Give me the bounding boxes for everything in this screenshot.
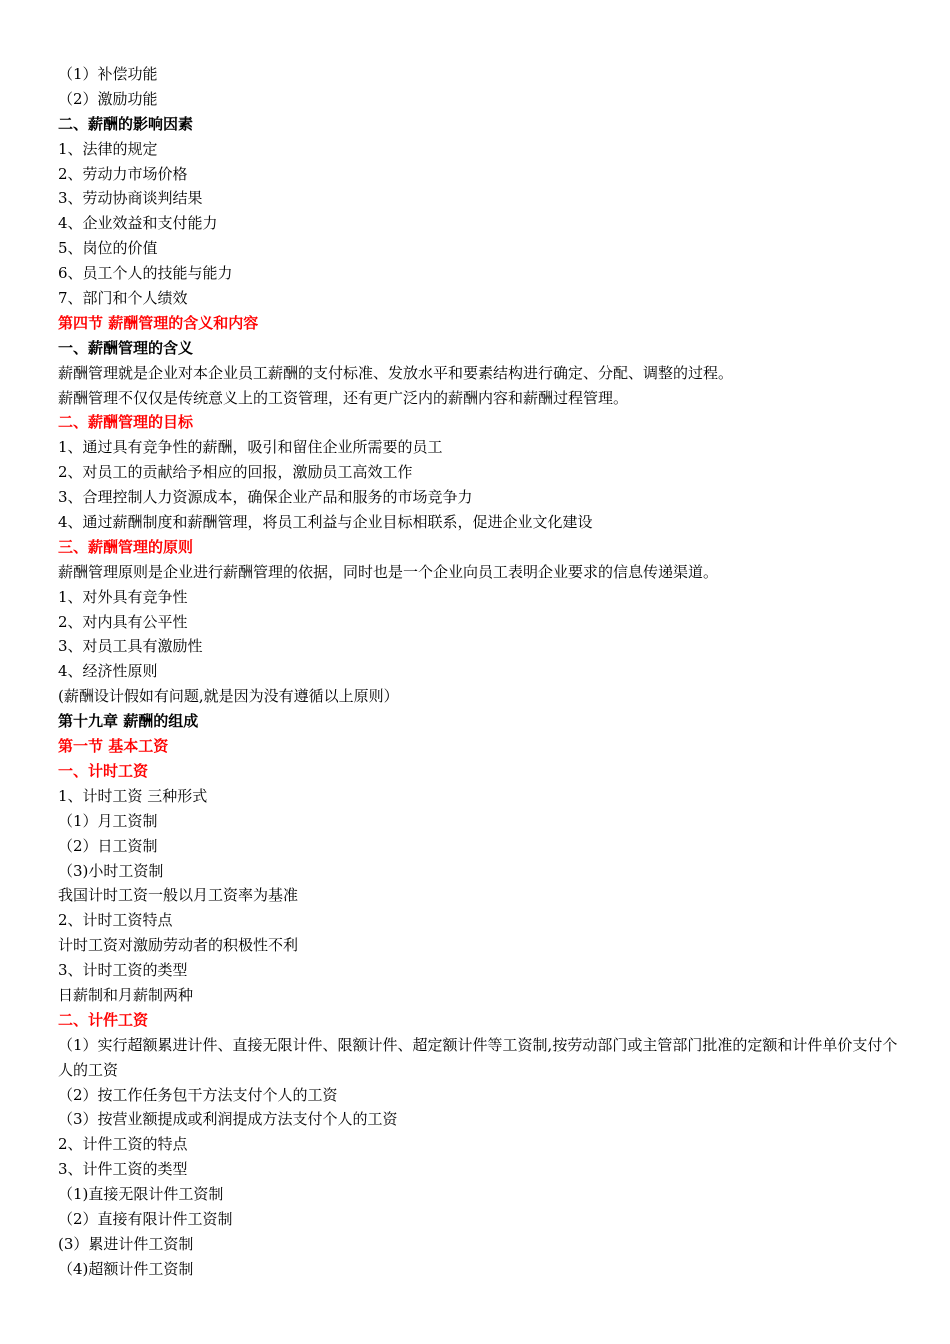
list-item: 3、合理控制人力资源成本，确保企业产品和服务的市场竞争力	[58, 488, 473, 507]
list-item: （3）按营业额提成或利润提成方法支付个人的工资	[58, 1110, 398, 1129]
list-item: （3)小时工资制	[58, 861, 164, 880]
list-item: 3、劳动协商谈判结果	[58, 189, 203, 208]
section-heading: 二、薪酬的影响因素	[58, 114, 194, 133]
list-item: （1)直接无限计件工资制	[58, 1185, 224, 1204]
list-item: (3）累进计件工资制	[58, 1234, 194, 1253]
list-item: （2）按工作任务包干方法支付个人的工资	[58, 1085, 338, 1104]
section-heading: 一、计时工资	[58, 761, 149, 780]
chapter-section-heading: 第四节 薪酬管理的含义和内容	[58, 313, 259, 332]
list-item: 3、计件工资的类型	[58, 1160, 188, 1179]
text-line: （2）激励功能	[58, 89, 158, 108]
paragraph: 薪酬管理就是企业对本企业员工薪酬的支付标准、发放水平和要素结构进行确定、分配、调整的过程。	[58, 363, 734, 382]
list-item: 3、计时工资的类型	[58, 961, 188, 980]
list-item: （1）月工资制	[58, 811, 158, 830]
document-page	[58, 62, 908, 1282]
text-line: （1）补偿功能	[58, 65, 158, 83]
list-item: 2、计件工资的特点	[58, 1135, 188, 1154]
note-text: (薪酬设计假如有问题,就是因为没有遵循以上原则）	[58, 687, 399, 706]
section-heading: 三、薪酬管理的原则	[58, 537, 194, 556]
section-heading: 一、薪酬管理的含义	[58, 338, 194, 357]
paragraph: （1）实行超额累进计件、直接无限计件、限额计件、超定额计件等工资制,按劳动部门或主管部门批准的定额和计件单价支付个人的工资	[58, 1035, 898, 1079]
list-item: 4、企业效益和支付能力	[58, 214, 218, 233]
list-item: 5、岗位的价值	[58, 239, 158, 258]
list-item: 4、经济性原则	[58, 662, 158, 681]
paragraph: 日薪制和月薪制两种	[58, 985, 194, 1004]
paragraph: 我国计时工资一般以月工资率为基准	[58, 886, 299, 905]
list-item: 7、部门和个人绩效	[58, 289, 188, 308]
paragraph: 薪酬管理原则是企业进行薪酬管理的依据，同时也是一个企业向员工表明企业要求的信息传递渠道。	[58, 562, 719, 581]
list-item: 4、通过薪酬制度和薪酬管理，将员工利益与企业目标相联系，促进企业文化建设	[58, 513, 593, 532]
list-item: 2、计时工资特点	[58, 911, 173, 930]
section-heading: 二、计件工资	[58, 1010, 149, 1029]
list-item: 1、法律的规定	[58, 139, 158, 158]
list-item: 2、对员工的贡献给予相应的回报，激励员工高效工作	[58, 463, 413, 482]
section-heading: 二、薪酬管理的目标	[58, 413, 194, 432]
paragraph: 薪酬管理不仅仅是传统意义上的工资管理，还有更广泛内的薪酬内容和薪酬过程管理。	[58, 388, 629, 407]
list-item: （4)超额计件工资制	[58, 1259, 194, 1278]
list-item: 2、劳动力市场价格	[58, 164, 188, 183]
list-item: 6、员工个人的技能与能力	[58, 264, 233, 283]
list-item: 1、计时工资 三种形式	[58, 786, 208, 805]
list-item: （2）直接有限计件工资制	[58, 1210, 233, 1228]
chapter-heading: 第十九章 薪酬的组成	[58, 712, 199, 731]
list-item: （2）日工资制	[58, 836, 158, 855]
list-item: 1、通过具有竞争性的薪酬，吸引和留住企业所需要的员工	[58, 438, 443, 457]
list-item: 1、对外具有竞争性	[58, 587, 188, 606]
chapter-section-heading: 第一节 基本工资	[58, 737, 169, 756]
paragraph: 计时工资对激励劳动者的积极性不利	[58, 936, 299, 955]
list-item: 3、对员工具有激励性	[58, 637, 203, 656]
list-item: 2、对内具有公平性	[58, 612, 188, 631]
